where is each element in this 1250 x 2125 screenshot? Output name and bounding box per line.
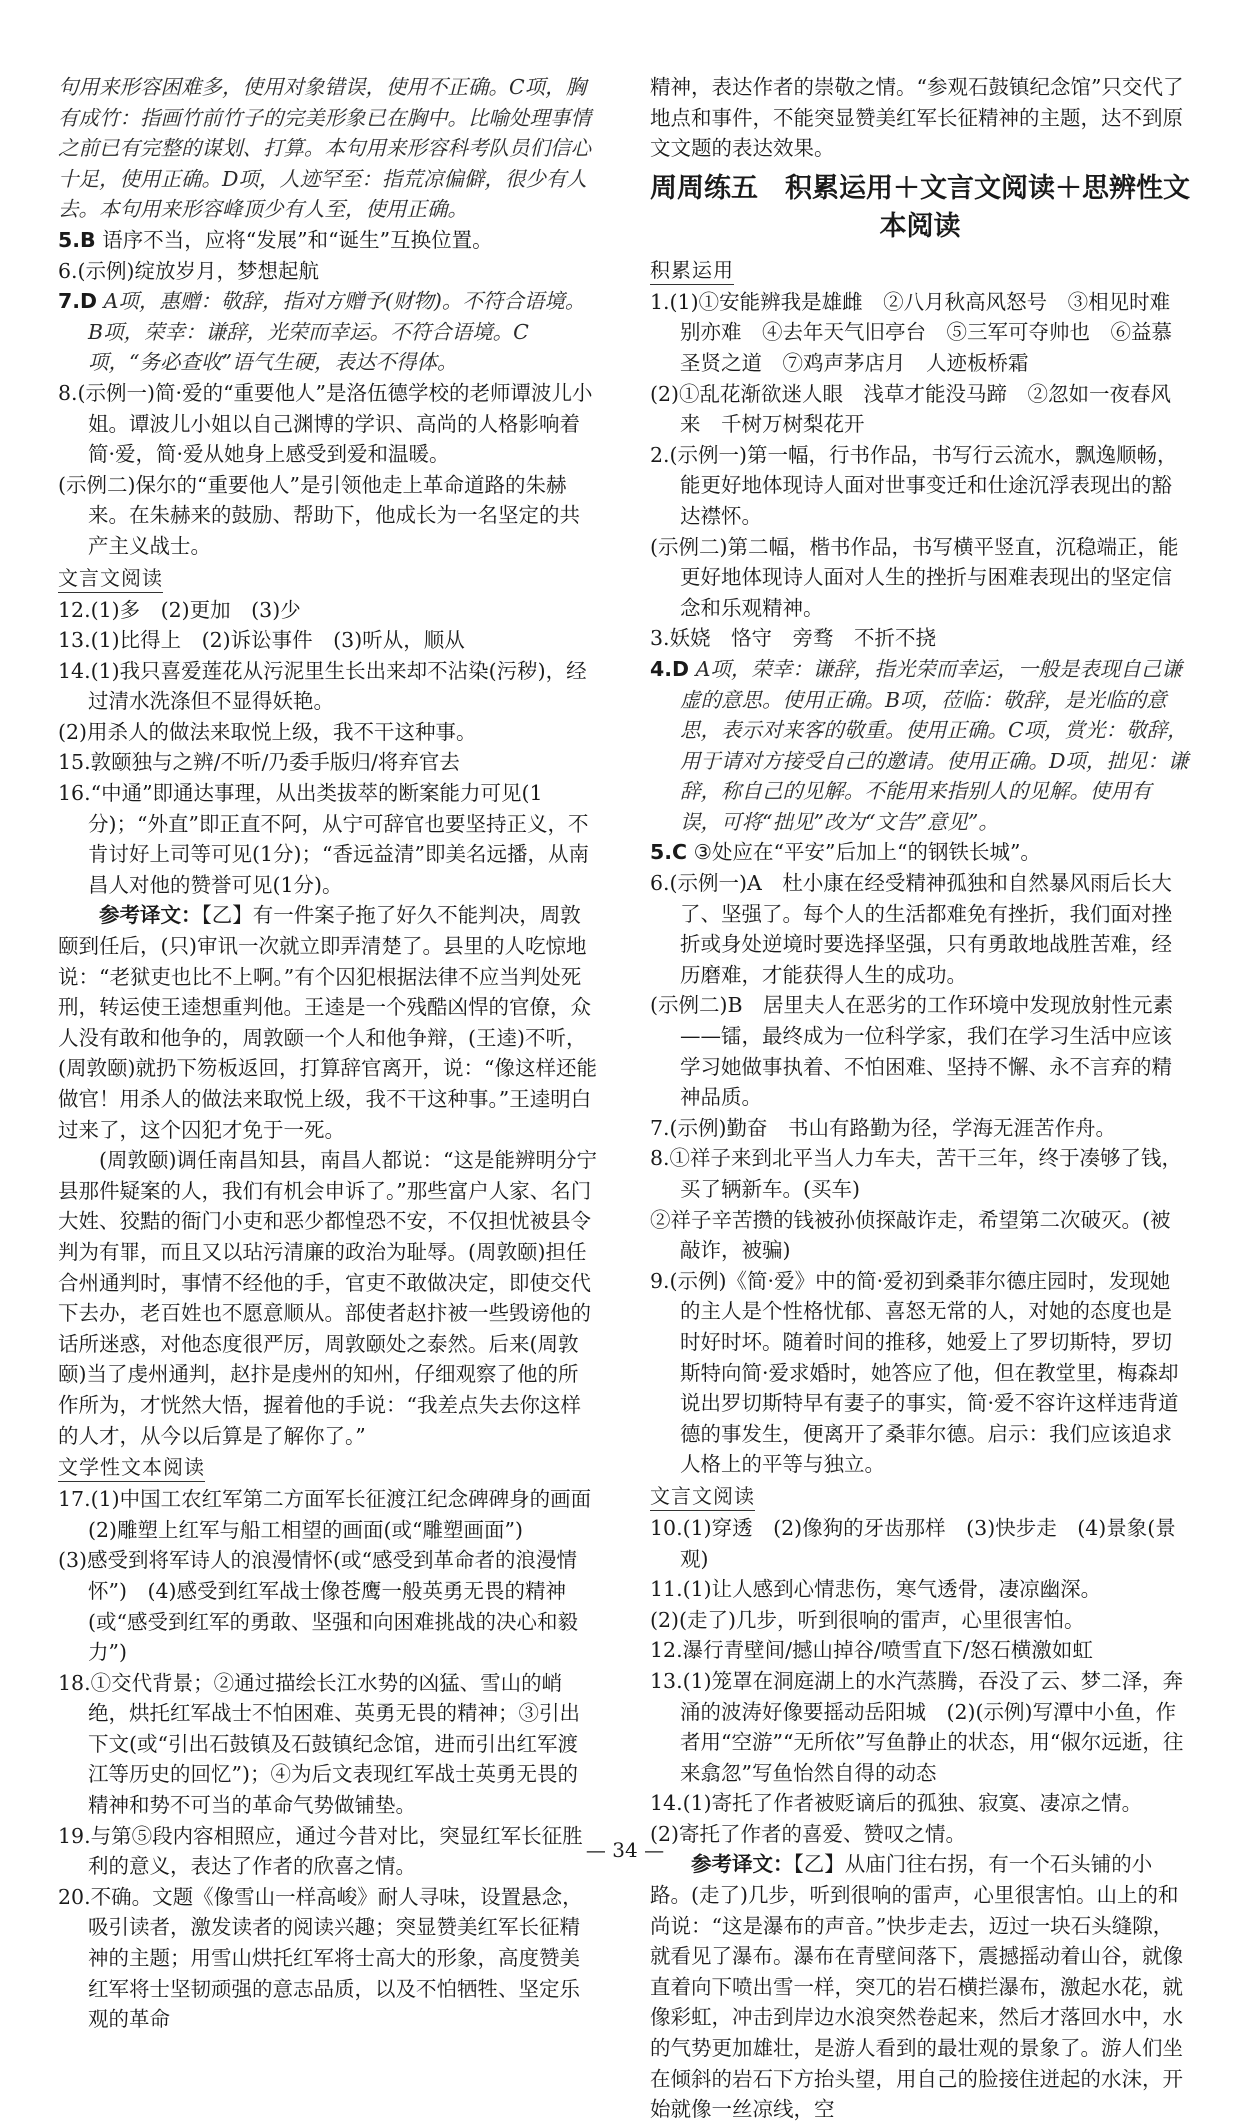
answer-item <box>650 654 1190 838</box>
answer-item <box>650 868 1190 990</box>
answer-item <box>650 1205 1190 1266</box>
answer-item <box>650 379 1190 440</box>
answer-text: (示例二)保尔的“重要他人”是引领他走上革命道路的朱赫来。在朱赫来的鼓励、帮助下，他成长为一名坚定的共产主义战士。 <box>58 472 580 558</box>
answer-text: 12.瀑行青壁间/撼山掉谷/喷雪直下/怒石横激如虹 <box>650 1638 1093 1663</box>
answer-text: ③处应在“平安”后加上“的钢铁长城”。 <box>687 840 1041 865</box>
answer-item <box>58 656 598 717</box>
answer-item <box>650 440 1190 532</box>
answer-text: 8.①祥子来到北平当人力车夫，苦干三年，终于凑够了钱，买了辆新车。(买车) <box>650 1146 1183 1201</box>
choice-answer: 7.D <box>58 289 98 314</box>
section-heading-wrap <box>650 1480 1190 1513</box>
answer-text: 3.妖娆 恪守 旁骛 不折不挠 <box>650 626 937 651</box>
answer-item <box>58 778 598 900</box>
answer-item <box>650 72 1190 164</box>
answer-item <box>650 1266 1190 1480</box>
section-heading-wrap <box>650 254 1190 287</box>
answer-text: 【乙】从庙门往右拐，有一个石头铺的小路。(走了)几步，听到很响的雷声，心里很害怕。山上的和尚说：“这是瀑布的声音。”快步走去，迈过一块石头缝隙，就看见了瀑布。瀑布在青壁间落下，震撼摇动着山谷，就像直着向下喷出雪一样，突兀的岩石横拦瀑布，激起水花，就像彩虹，冲击到岸边水浪突然卷起来，然后才落回水中，水的气势更加雄壮，是游人看到的最壮观的景象了。游人们坐在倾斜的岩石下方抬头望，用自己的脸接住迸起的水沫，开始就像一丝凉线，空 <box>650 1852 1183 2122</box>
answer-text: 16.“中通”即通达事理，从出类拔萃的断案能力可见(1分)；“外直”即正直不阿，从宁可辞官也要坚持正义，不肯讨好上司等可见(1分)；“香远益清”即美名远播，从南昌人对他的赞誉可见(1分)。 <box>58 781 589 897</box>
choice-answer: 5.C <box>650 840 688 865</box>
answer-text: (2)用杀人的做法来取悦上级，我不干这种事。 <box>58 719 477 744</box>
answer-text: 10.(1)穿透 (2)像狗的牙齿那样 (3)快步走 (4)景象(景观) <box>650 1515 1176 1571</box>
answer-text: (2)(走了)几步，听到很响的雷声，心里很害怕。 <box>650 1607 1085 1632</box>
answer-item <box>58 225 598 256</box>
answer-item <box>58 72 598 225</box>
answer-item <box>650 287 1190 379</box>
answer-text: ②祥子辛苦攒的钱被孙侦探敲诈走，希望第二次破灭。(被敲诈，被骗) <box>650 1207 1171 1263</box>
answer-text: (3)感受到将军诗人的浪漫情怀(或“感受到革命者的浪漫情怀”) (4)感受到红军战士像苍鹰一般英勇无畏的精神(或“感受到红军的勇敢、坚强和向困难挑战的决心和毅力”) <box>58 1548 578 1665</box>
answer-text: 14.(1)我只喜爱莲花从污泥里生长出来却不沾染(污秽)，经过清水洗涤但不显得妖艳。 <box>58 658 587 714</box>
answer-item <box>650 1788 1190 1819</box>
answer-text: 6.(示例一)A 杜小康在经受精神孤独和自然暴风雨后长大了、坚强了。每个人的生活都难免有挫折，我们面对挫折或身处逆境时要选择坚强，只有勇敢地战胜苦难，经历磨难，才能获得人生的成功。 <box>650 871 1172 987</box>
answer-item <box>650 532 1190 624</box>
answer-item <box>650 1113 1190 1144</box>
answer-item <box>58 1545 598 1667</box>
answer-text: 13.(1)比得上 (2)诉讼事件 (3)听从，顺从 <box>58 628 465 653</box>
section-heading-wrap <box>58 562 598 595</box>
choice-answer: 5.B <box>58 227 96 252</box>
answer-item <box>650 1143 1190 1204</box>
answer-item <box>650 623 1190 654</box>
answer-item <box>58 256 598 287</box>
section-heading: 文言文阅读 <box>58 564 163 593</box>
answer-item <box>58 595 598 626</box>
answer-item <box>58 747 598 778</box>
page-number: — 34 — <box>585 1838 665 1862</box>
section-heading: 文学性文本阅读 <box>58 1453 205 1482</box>
left-column <box>58 72 612 2035</box>
answer-item <box>58 1668 598 1821</box>
answer-item <box>650 1513 1190 1574</box>
answer-text: 20.不确。文题《像雪山一样高峻》耐人寻味，设置悬念，吸引读者，激发读者的阅读兴趣；突显赞美红军长征精神的主题；用雪山烘托红军将士高大的形象，高度赞美红军将士坚韧顽强的意志品质，以及不怕牺牲、坚定乐观的革命 <box>58 1884 583 2032</box>
answer-item <box>650 990 1190 1112</box>
answer-text: 14.(1)寄托了作者被贬谪后的孤独、寂寞、凄凉之情。 <box>650 1791 1143 1816</box>
answer-text: (示例二)B 居里夫人在恶劣的工作环境中发现放射性元素——镭，最终成为一位科学家，我们在学习生活中应该学习她做事执着、不怕困难、坚持不懈、永不言弃的精神品质。 <box>650 993 1174 1110</box>
right-column <box>650 72 1190 2125</box>
answer-text: 1.(1)①安能辨我是雄雌 ②八月秋高风怒号 ③相见时难别亦难 ④去年天气旧亭台 ⑤三军可夺帅也 ⑥益慕圣贤之道 ⑦鸡声茅店月 人迹板桥霜 <box>650 289 1172 375</box>
answer-text: 【乙】有一件案子拖了好久不能判决，周敦颐到任后，(只)审讯一次就立即弄清楚了。县里的人吃惊地说：“老狱吏也比不上啊。”有个囚犯根据法律不应当判处死刑，转运使王逵想重判他。王逵是一个残酷凶悍的官僚，众人没有敢和他争的，周敦颐一个人和他争辩，(王逵)不听，(周敦颐)就扔下笏板返回，打算辞官离开，说：“像这样还能做官！用杀人的做法来取悦上级，我不干这种事。”王逵明白过来了，这个囚犯才免于一死。 <box>58 903 597 1142</box>
answer-text: A项，荣幸：谦辞，指光荣而幸运，一般是表现自己谦虚的意思。使用正确。B项，莅临：敬辞，是光临的意思，表示对来客的敬重。使用正确。C项，赏光：敬辞，用于请对方接受自己的邀请。使用正确。D项，拙见：谦辞，称自己的见解。不能用来指别人的见解。使用有误，可将“拙见”改为“文告”意见”。 <box>680 656 1189 834</box>
answer-text: 精神，表达作者的崇敬之情。“参观石鼓镇纪念馆”只交代了地点和事件，不能突显赞美红军长征精神的主题，达不到原文文题的表达效果。 <box>650 75 1184 161</box>
answer-text: 13.(1)笼罩在洞庭湖上的水汽蒸腾，吞没了云、梦二泽，奔涌的波涛好像要摇动岳阳城 (2)(示例)写潭中小鱼，作者用“空游”“无所依”写鱼静止的状态，用“俶尔远逝，往来翕忽”写鱼怡然自得的动态 <box>650 1668 1184 1785</box>
answer-item <box>58 900 598 1145</box>
answer-text: 句用来形容困难多，使用对象错误，使用不正确。C项，胸有成竹：指画竹前竹子的完美形象已在胸中。比喻处理事情之前已有完整的谋划、打算。本句用来形容科考队员们信心十足，使用正确。D项，人迹罕至：指荒凉偏僻，很少有人去。本句用来形容峰顶少有人至，使用正确。 <box>58 75 591 222</box>
translation-label: 参考译文： <box>99 903 202 928</box>
answer-text: 19.与第⑤段内容相照应，通过今昔对比，突显红军长征胜利的意义，表达了作者的欣喜之情。 <box>58 1823 583 1879</box>
section-heading: 积累运用 <box>650 256 734 285</box>
answer-text: (示例二)第二幅，楷书作品，书写横平竖直，沉稳端正，能更好地体现诗人面对人生的挫折与困难表现出的坚定信念和乐观精神。 <box>650 534 1179 620</box>
answer-item <box>650 837 1190 868</box>
answer-item <box>58 1882 598 2035</box>
section-heading-wrap <box>58 1451 598 1484</box>
answer-text: 8.(示例一)简·爱的“重要他人”是洛伍德学校的老师谭波儿小姐。谭波儿小姐以自己渊博的学识、高尚的人格影响着简·爱，简·爱从她身上感受到爱和温暖。 <box>58 380 593 467</box>
answer-text: 9.(示例)《简·爱》中的简·爱初到桑菲尔德庄园时，发现她的主人是个性格忧郁、喜怒无常的人，对她的态度也是时好时坏。随着时间的推移，她爱上了罗切斯特，罗切斯特向简·爱求婚时，她答应了他，但在教堂里，梅森却说出罗切斯特早有妻子的事实，简·爱不容许这样违背道德的事发生，便离开了桑菲尔德。启示：我们应该追求人格上的平等与独立。 <box>650 1268 1179 1477</box>
answer-text: (周敦颐)调任南昌知县，南昌人都说：“这是能辨明分宁县那件疑案的人，我们有机会申诉了。”那些富户人家、名门大姓、狡黠的衙门小吏和恶少都惶恐不安，不仅担忧被县令判为有罪，而且又以玷污清廉的政治为耻辱。(周敦颐)担任合州通判时，事情不经他的手，官吏不敢做决定，即使交代下去办，老百姓也不愿意顺从。部使者赵抃被一些毁谤他的话所迷惑，对他态度很严厉，周敦颐处之泰然。后来(周敦颐)当了虔州通判，赵抃是虔州的知州，仔细观察了他的所作所为，才恍然大悟，握着他的手说：“我差点失去你这样的人才，从今以后算是了解你了。” <box>58 1148 597 1448</box>
answer-item <box>58 286 598 378</box>
answer-item <box>650 1635 1190 1666</box>
answer-text: 17.(1)中国工农红军第二方面军长征渡江纪念碑碑身的画面 (2)雕塑上红军与船工相望的画面(或“雕塑画面”) <box>58 1487 612 1542</box>
answer-text: 6.(示例)绽放岁月，梦想起航 <box>58 258 320 283</box>
answer-item <box>650 1849 1190 2124</box>
answer-item <box>58 1145 598 1451</box>
translation-label: 参考译文： <box>691 1852 794 1877</box>
answer-text: 2.(示例一)第一幅，行书作品，书写行云流水，飘逸顺畅，能更好地体现诗人面对世事变迁和仕途沉浮表现出的豁达襟怀。 <box>650 442 1178 528</box>
choice-answer: 4.D <box>650 656 690 681</box>
answer-item <box>58 470 598 562</box>
answer-item <box>58 1484 612 1545</box>
answer-text: 7.(示例)勤奋 书山有路勤为径，学海无涯苦作舟。 <box>650 1115 1117 1140</box>
answer-item <box>58 378 598 470</box>
answer-text: 15.敦颐独与之辨/不听/乃委手版归/将弃官去 <box>58 750 460 775</box>
answer-item <box>58 717 598 748</box>
answer-text: 18.①交代背景；②通过描绘长江水势的凶猛、雪山的峭绝，烘托红军战士不怕困难、英勇无畏的精神；③引出下文(或“引出石鼓镇及石鼓镇纪念馆，进而引出红军渡江等历史的回忆”)；④为后文表现红军战士英勇无畏的精神和势不可当的革命气势做铺垫。 <box>58 1670 580 1818</box>
answer-text: A项，惠赠：敬辞，指对方赠予(财物)。不符合语境。B项，荣幸：谦辞，光荣而幸运。不符合语境。C项，“务必查收”语气生硬，表达不得体。 <box>88 289 586 375</box>
answer-text: (2)寄托了作者的喜爱、赞叹之情。 <box>650 1821 967 1846</box>
answer-text: 12.(1)多 (2)更加 (3)少 <box>58 597 301 622</box>
answer-item <box>650 1666 1190 1788</box>
section-heading: 文言文阅读 <box>650 1482 755 1511</box>
answer-item <box>650 1605 1190 1636</box>
answer-item <box>650 1574 1190 1605</box>
answer-text: 语序不当，应将“发展”和“诞生”互换位置。 <box>95 227 493 252</box>
answer-item <box>58 625 598 656</box>
answer-text: 11.(1)让人感到心情悲伤，寒气透骨，凄凉幽深。 <box>650 1577 1102 1602</box>
answer-text: (2)①乱花渐欲迷人眼 浅草才能没马蹄 ②忽如一夜春风来 千树万树梨花开 <box>650 381 1172 437</box>
exercise-title: 周周练五 积累运用＋文言文阅读＋思辨性文本阅读 <box>650 172 1190 242</box>
